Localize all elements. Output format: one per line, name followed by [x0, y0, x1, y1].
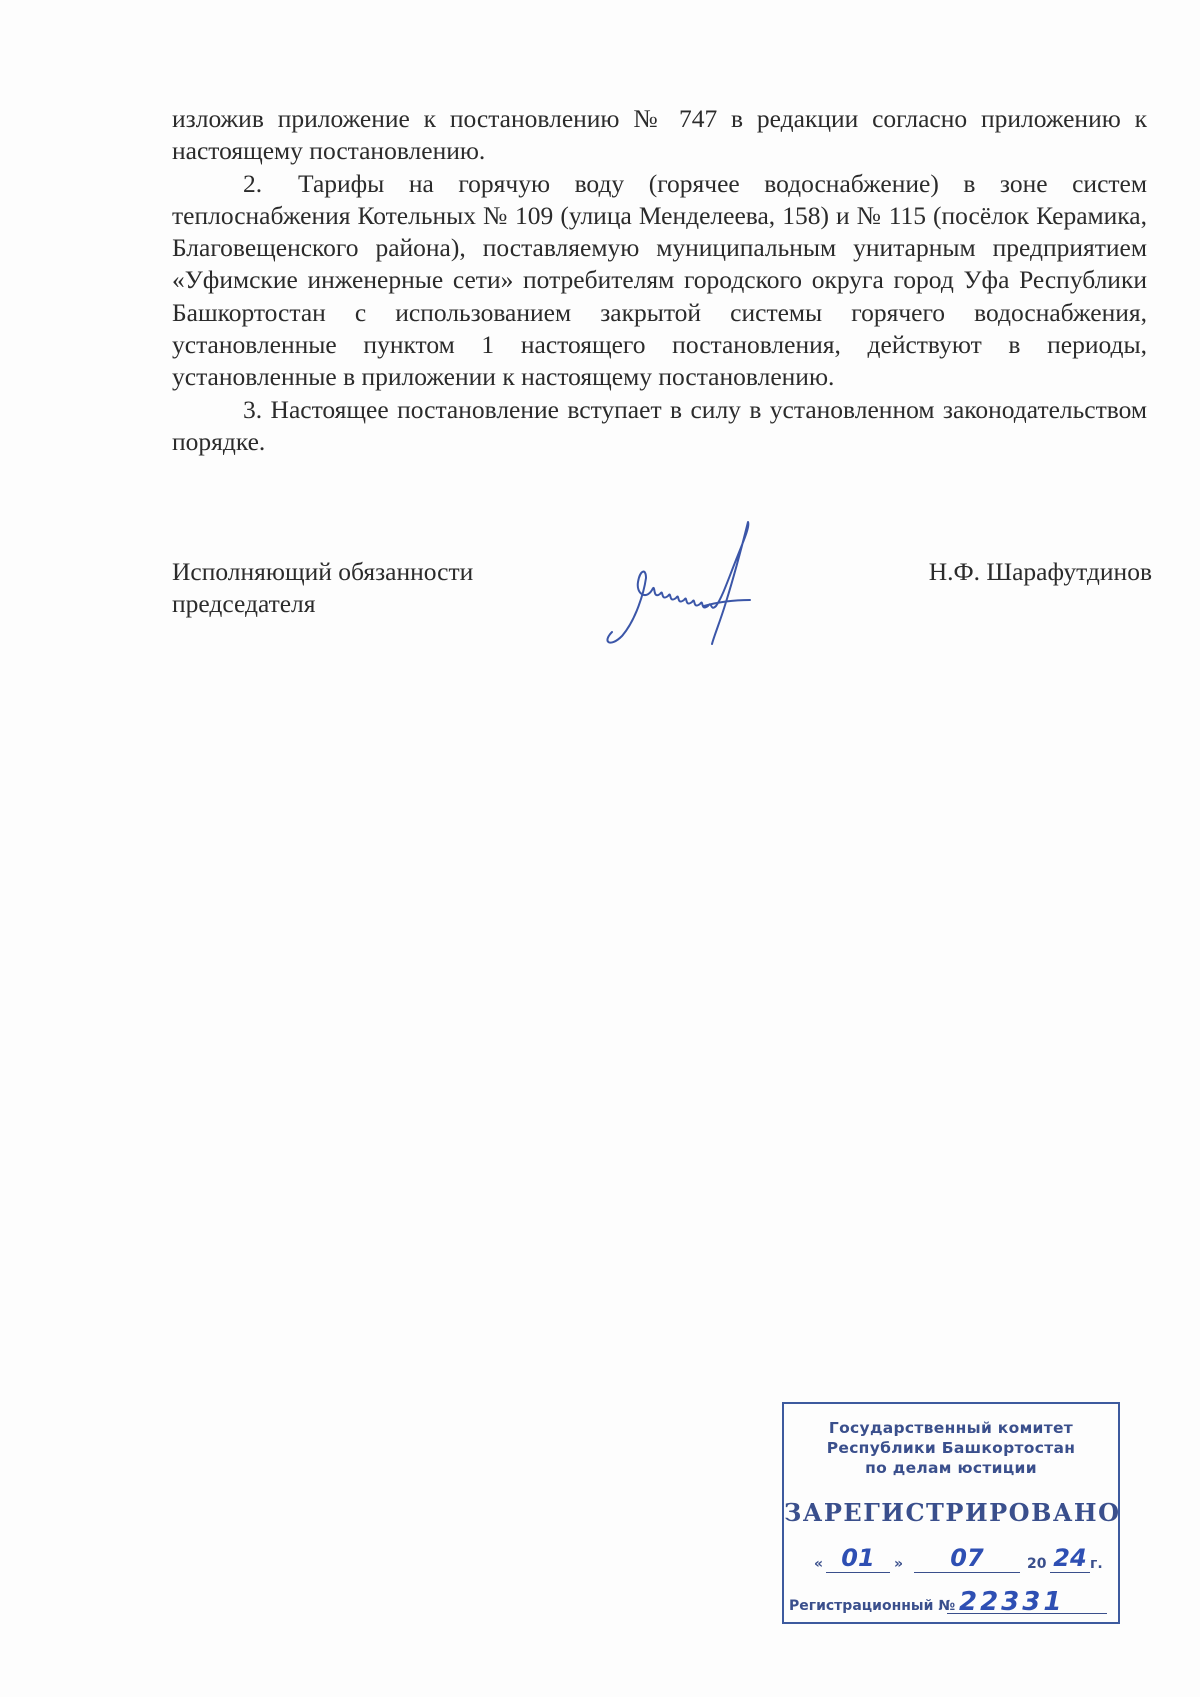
date-year-prefix: 20 — [1027, 1556, 1047, 1572]
stamp-org-line-2: Республики Башкортостан — [826, 1439, 1076, 1457]
handwritten-signature — [600, 520, 780, 650]
date-month: 07 — [914, 1546, 1020, 1573]
stamp-organization — [784, 1418, 1118, 1478]
paragraph-2-text: Тарифы на горячую воду (горячее водоснабжение) в зоне систем теплоснабжения Котельных № 109 (улица Менделеева, 158) и № 115 (посёлок Керамика, Благовещенского района), поставляемую муниципальным унитарным предприятием «Уфимские инженерные сети» потребителям городского округа город Уфа Республики Башкортостан с использованием закрытой системы горячего водоснабжения, установленные пунктом 1 настоящего постановления, действуют в периоды, установленные в приложении к настоящему постановлению. — [172, 168, 1147, 392]
signatory-position — [172, 556, 532, 620]
signatory-position-line-1: Исполняющий обязанности — [172, 557, 474, 586]
date-quote-open: « — [814, 1556, 824, 1572]
signatory-name: Н.Ф. Шарафутдинов — [928, 557, 1152, 586]
stamp-registration — [789, 1587, 1109, 1620]
registration-stamp — [782, 1402, 1120, 1624]
date-day: 01 — [826, 1546, 890, 1573]
paragraph-2-number: 2. — [243, 168, 263, 198]
date-year-abbr: г. — [1090, 1556, 1103, 1572]
stamp-status: ЗАРЕГИСТРИРОВАНО — [784, 1498, 1121, 1527]
date-year-suffix: 24 — [1050, 1546, 1090, 1573]
registration-label: Регистрационный № — [789, 1598, 956, 1614]
stamp-org-line-1: Государственный комитет — [828, 1419, 1074, 1437]
paragraph-2 — [172, 168, 1147, 394]
signatory-position-line-2: председателя — [172, 589, 316, 618]
stamp-date — [814, 1546, 1104, 1576]
stamp-org-line-3: по делам юстиции — [865, 1459, 1037, 1477]
date-quote-close: » — [894, 1556, 904, 1572]
signature-stroke — [607, 522, 750, 644]
paragraph-1: изложив приложение к постановлению № 747 в редакции согласно приложению к настоящему постановлению. — [172, 104, 1147, 166]
document-body — [172, 103, 1147, 458]
registration-number: 22331 — [947, 1590, 1107, 1614]
paragraph-3: 3. Настоящее постановление вступает в силу в установленном законодательством порядке. — [172, 394, 1147, 456]
